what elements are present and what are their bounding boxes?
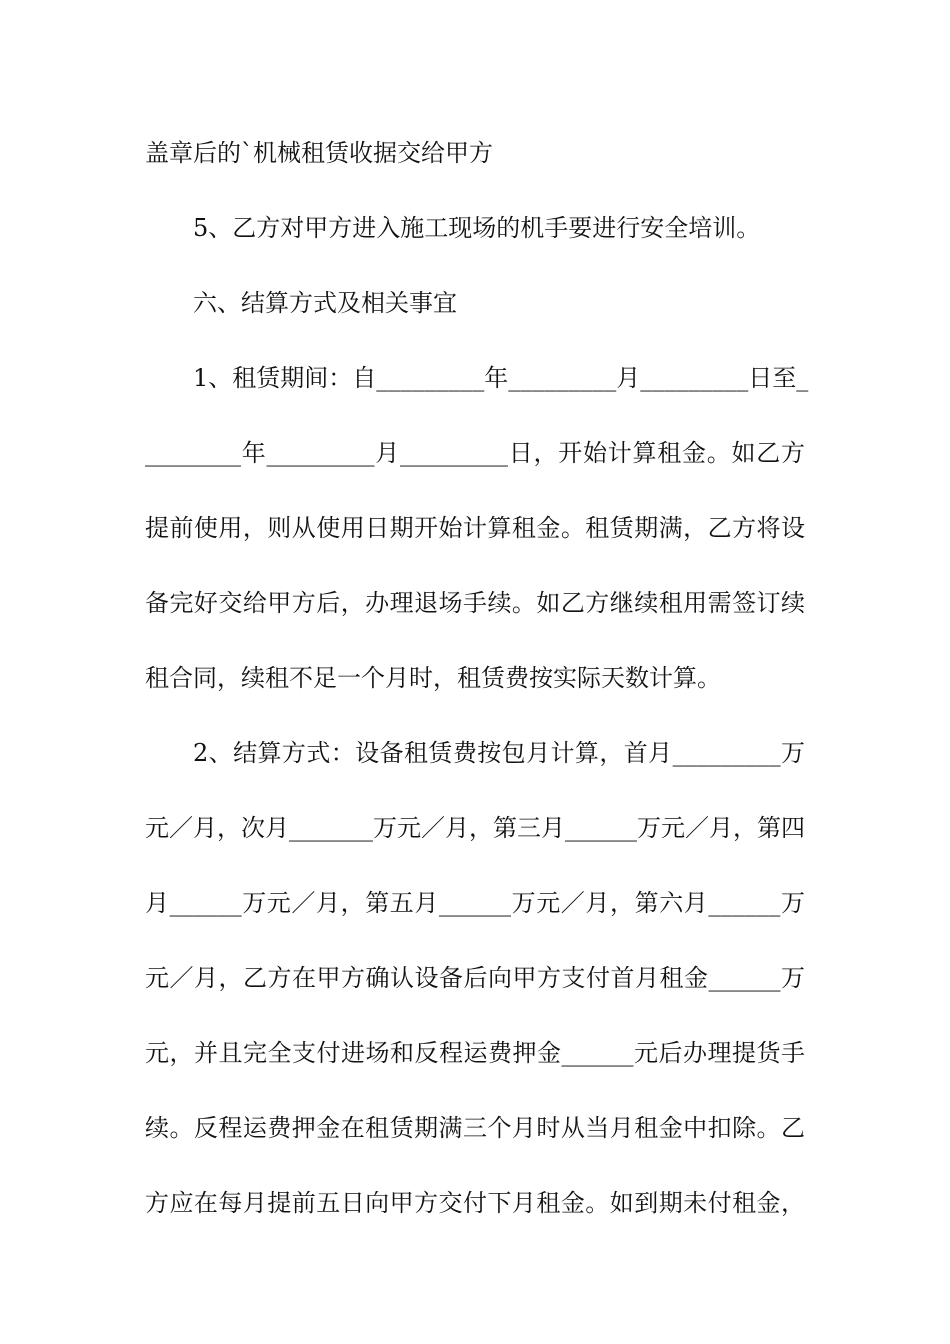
text-line-6: 提前使用，则从使用日期开始计算租金。租赁期满，乙方将设 <box>145 514 805 542</box>
text-line-5: ________年_________月_________日，开始计算租金。如乙方 <box>145 439 805 467</box>
text-line-15: 方应在每月提前五日向甲方交付下月租金。如到期未付租金， <box>145 1189 805 1217</box>
text-line-13: 元，并且完全支付进场和反程运费押金______元后办理提货手 <box>145 1039 805 1067</box>
text-line-12: 元／月，乙方在甲方确认设备后向甲方支付首月租金______万 <box>145 964 805 992</box>
section-6-heading: 六、结算方式及相关事宜 <box>193 289 457 317</box>
text-line-1: 盖章后的`机械租赁收据交给甲方 <box>145 139 493 167</box>
text-line-10: 元／月，次月_______万元／月，第三月______万元／月，第四 <box>145 814 805 842</box>
text-line-14: 续。反程运费押金在租赁期满三个月时从当月租金中扣除。乙 <box>145 1114 805 1142</box>
text-line-11: 月______万元／月，第五月______万元／月，第六月______万 <box>145 889 805 917</box>
text-line-8: 租合同，续租不足一个月时，租赁费按实际天数计算。 <box>145 664 721 692</box>
clause-5-safety-training: 5、乙方对甲方进入施工现场的机手要进行安全培训。 <box>193 214 761 242</box>
clause-1-lease-period: 1、租赁期间：自_________年_________月_________日至_ <box>193 364 809 392</box>
text-line-7: 备完好交给甲方后，办理退场手续。如乙方继续租用需签订续 <box>145 589 805 617</box>
clause-2-settlement-method: 2、结算方式：设备租赁费按包月计算，首月_________万 <box>193 739 805 767</box>
